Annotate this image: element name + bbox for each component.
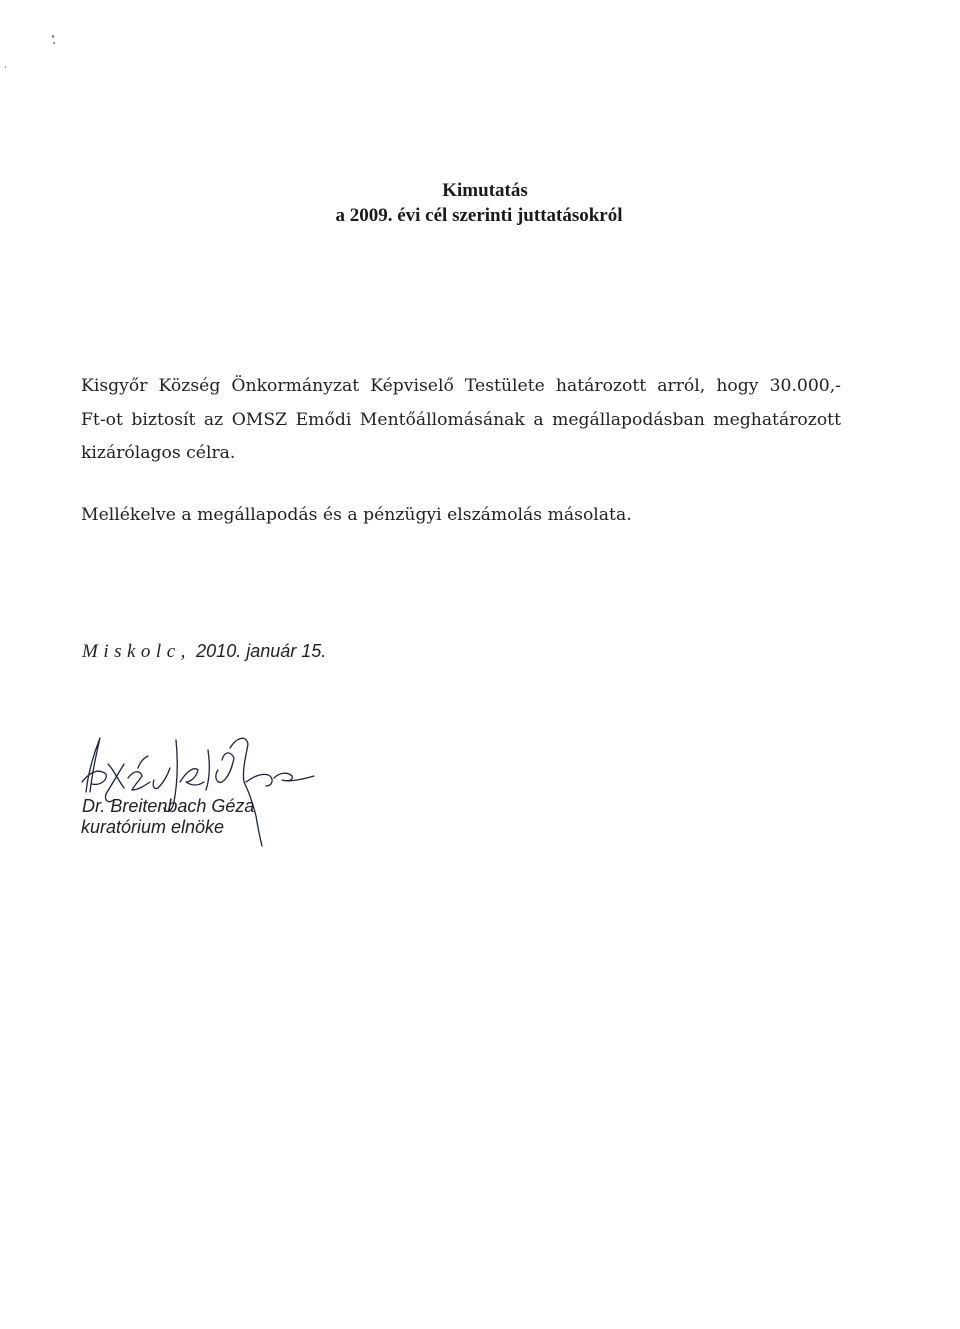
date-line [82,641,326,663]
document-subtitle: a 2009. évi cél szerinti juttatásokról [335,205,623,226]
paragraph-line: Kisgyőr Község Önkormányzat Képviselő Testülete határozott arról, hogy 30.000,- [81,376,841,396]
date-value: 2010. január 15. [196,641,327,661]
scan-speck [52,35,54,38]
scan-speck [5,66,6,68]
attachment-note: Mellékelve a megállapodás és a pénzügyi elszámolás másolata. [81,505,632,525]
document-title: Kimutatás [442,180,528,201]
date-city: Miskolc, [82,641,191,662]
signer-role: kuratórium elnöke [81,817,225,837]
document-title-block [0,178,960,228]
paragraph-line: Ft-ot biztosít az OMSZ Emődi Mentőállomásának a megállapodásban meghatározott [81,409,841,430]
paragraph-line: kizárólagos célra. [81,443,236,463]
scan-speck [53,42,55,44]
handwritten-signature [78,720,338,860]
signature-block [78,720,338,860]
signer-name: Dr. Breitenbach Géza [82,796,255,816]
main-paragraph [81,370,861,471]
